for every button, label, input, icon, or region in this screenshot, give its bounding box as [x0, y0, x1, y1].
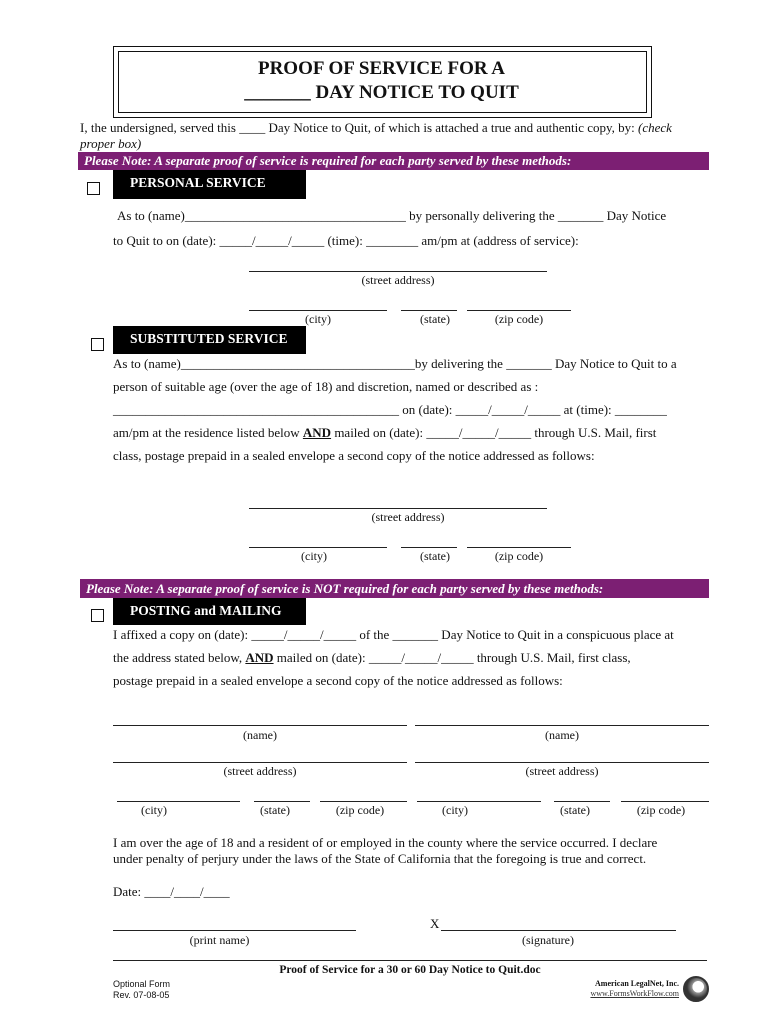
substituted-line-3: ____________________________________________ on (date): _____/_____/_____ at (time): ________ — [113, 402, 667, 417]
signature-line[interactable] — [441, 930, 676, 931]
personal-state-caption: (state) — [420, 312, 450, 326]
footer-divider — [113, 960, 707, 961]
personal-service-header: PERSONAL SERVICE — [113, 170, 306, 199]
personal-line-2: to Quit to on (date): _____/_____/_____ (time): ________ am/pm at (address of service): — [113, 233, 579, 248]
print-name-line[interactable] — [113, 930, 356, 931]
posting-state-caption-right: (state) — [560, 803, 590, 817]
declaration-line-2: under penalty of perjury under the laws of the State of California that the foregoing is true and correct. — [113, 851, 647, 866]
posting-line-2: the address stated below, AND mailed on (date): _____/_____/_____ through U.S. Mail, first class, — [113, 650, 631, 665]
substituted-city-caption: (city) — [301, 549, 327, 563]
personal-city-caption: (city) — [305, 312, 331, 326]
footer-url[interactable]: www.FormsWorkFlow.com — [590, 989, 679, 998]
posting-zip-line-right[interactable] — [621, 801, 709, 802]
posting-mailing-checkbox[interactable] — [91, 609, 104, 622]
posting-state-line-left[interactable] — [254, 801, 310, 802]
personal-street-line[interactable] — [249, 271, 547, 272]
posting-street-line-left[interactable] — [113, 762, 407, 763]
footer-doc-title: Proof of Service for a 30 or 60 Day Notice to Quit.doc — [279, 964, 541, 976]
print-name-caption: (print name) — [189, 933, 250, 947]
substituted-zip-caption: (zip code) — [494, 549, 544, 563]
posting-state-line-right[interactable] — [554, 801, 610, 802]
personal-zip-caption: (zip code) — [494, 312, 544, 326]
posting-name-line-left[interactable] — [113, 725, 407, 726]
substituted-street-caption: (street address) — [371, 510, 445, 524]
intro-italic-2: proper box) — [80, 136, 142, 151]
note-not-required-banner: Please Note: A separate proof of service is NOT required for each party served by these methods: — [80, 579, 709, 598]
substituted-line-2: person of suitable age (over the age of 18) and discretion, named or described as : — [113, 379, 539, 394]
substituted-line-4: am/pm at the residence listed below AND mailed on (date): _____/_____/_____ through U.S. Mail, first — [113, 425, 657, 440]
posting-street-caption-left: (street address) — [223, 764, 297, 778]
personal-city-line[interactable] — [249, 310, 387, 311]
company-logo-icon — [683, 976, 709, 1002]
note-required-banner: Please Note: A separate proof of service is required for each party served by these methods: — [78, 152, 709, 170]
posting-mailing-header: POSTING and MAILING — [113, 598, 306, 625]
posting-name-caption-left: (name) — [243, 728, 277, 742]
substituted-state-caption: (state) — [420, 549, 450, 563]
posting-street-line-right[interactable] — [415, 762, 709, 763]
substituted-zip-line[interactable] — [467, 547, 571, 548]
posting-city-caption-left: (city) — [141, 803, 167, 817]
posting-name-line-right[interactable] — [415, 725, 709, 726]
substituted-service-header: SUBSTITUTED SERVICE — [113, 326, 306, 354]
title-line-1: PROOF OF SERVICE FOR A — [257, 58, 506, 79]
substituted-line-5: class, postage prepaid in a sealed envelope a second copy of the notice addressed as follows: — [113, 448, 595, 463]
posting-line-3: postage prepaid in a sealed envelope a second copy of the notice addressed as follows: — [113, 673, 563, 688]
substituted-service-checkbox[interactable] — [91, 338, 104, 351]
personal-zip-line[interactable] — [467, 310, 571, 311]
declaration-line-1: I am over the age of 18 and a resident of or employed in the county where the service occurred. I declare — [113, 835, 658, 850]
posting-street-caption-right: (street address) — [525, 764, 599, 778]
signature-caption: (signature) — [522, 933, 574, 947]
substituted-city-line[interactable] — [249, 547, 387, 548]
posting-zip-caption-right: (zip code) — [636, 803, 686, 817]
personal-street-caption: (street address) — [361, 273, 435, 287]
posting-name-caption-right: (name) — [545, 728, 579, 742]
signature-x-mark: X — [430, 916, 440, 931]
posting-city-line-left[interactable] — [117, 801, 240, 802]
posting-zip-caption-left: (zip code) — [335, 803, 385, 817]
footer-optional-form: Optional Form — [113, 979, 171, 989]
personal-service-checkbox[interactable] — [87, 182, 100, 195]
intro-text: I, the undersigned, served this ____ Day Notice to Quit, of which is attached a true and authentic copy, by: (check — [80, 120, 672, 135]
posting-state-caption-left: (state) — [260, 803, 290, 817]
substituted-state-line[interactable] — [401, 547, 457, 548]
date-field[interactable]: Date: ____/____/____ — [113, 884, 230, 899]
title-line-2: _______ DAY NOTICE TO QUIT — [244, 82, 519, 103]
posting-line-1: I affixed a copy on (date): _____/_____/_____ of the _______ Day Notice to Quit in a conspicuous place at — [113, 627, 674, 642]
personal-line-1: As to (name)__________________________________ by personally delivering the _______ Day Notice — [117, 208, 667, 223]
personal-state-line[interactable] — [401, 310, 457, 311]
substituted-line-1: As to (name)____________________________________by delivering the _______ Day Notice to Quit to a — [113, 356, 677, 371]
footer-company: American LegalNet, Inc. — [595, 979, 679, 988]
posting-zip-line-left[interactable] — [320, 801, 407, 802]
posting-city-caption-right: (city) — [442, 803, 468, 817]
posting-city-line-right[interactable] — [417, 801, 541, 802]
footer-revision: Rev. 07-08-05 — [113, 990, 170, 1000]
substituted-street-line[interactable] — [249, 508, 547, 509]
